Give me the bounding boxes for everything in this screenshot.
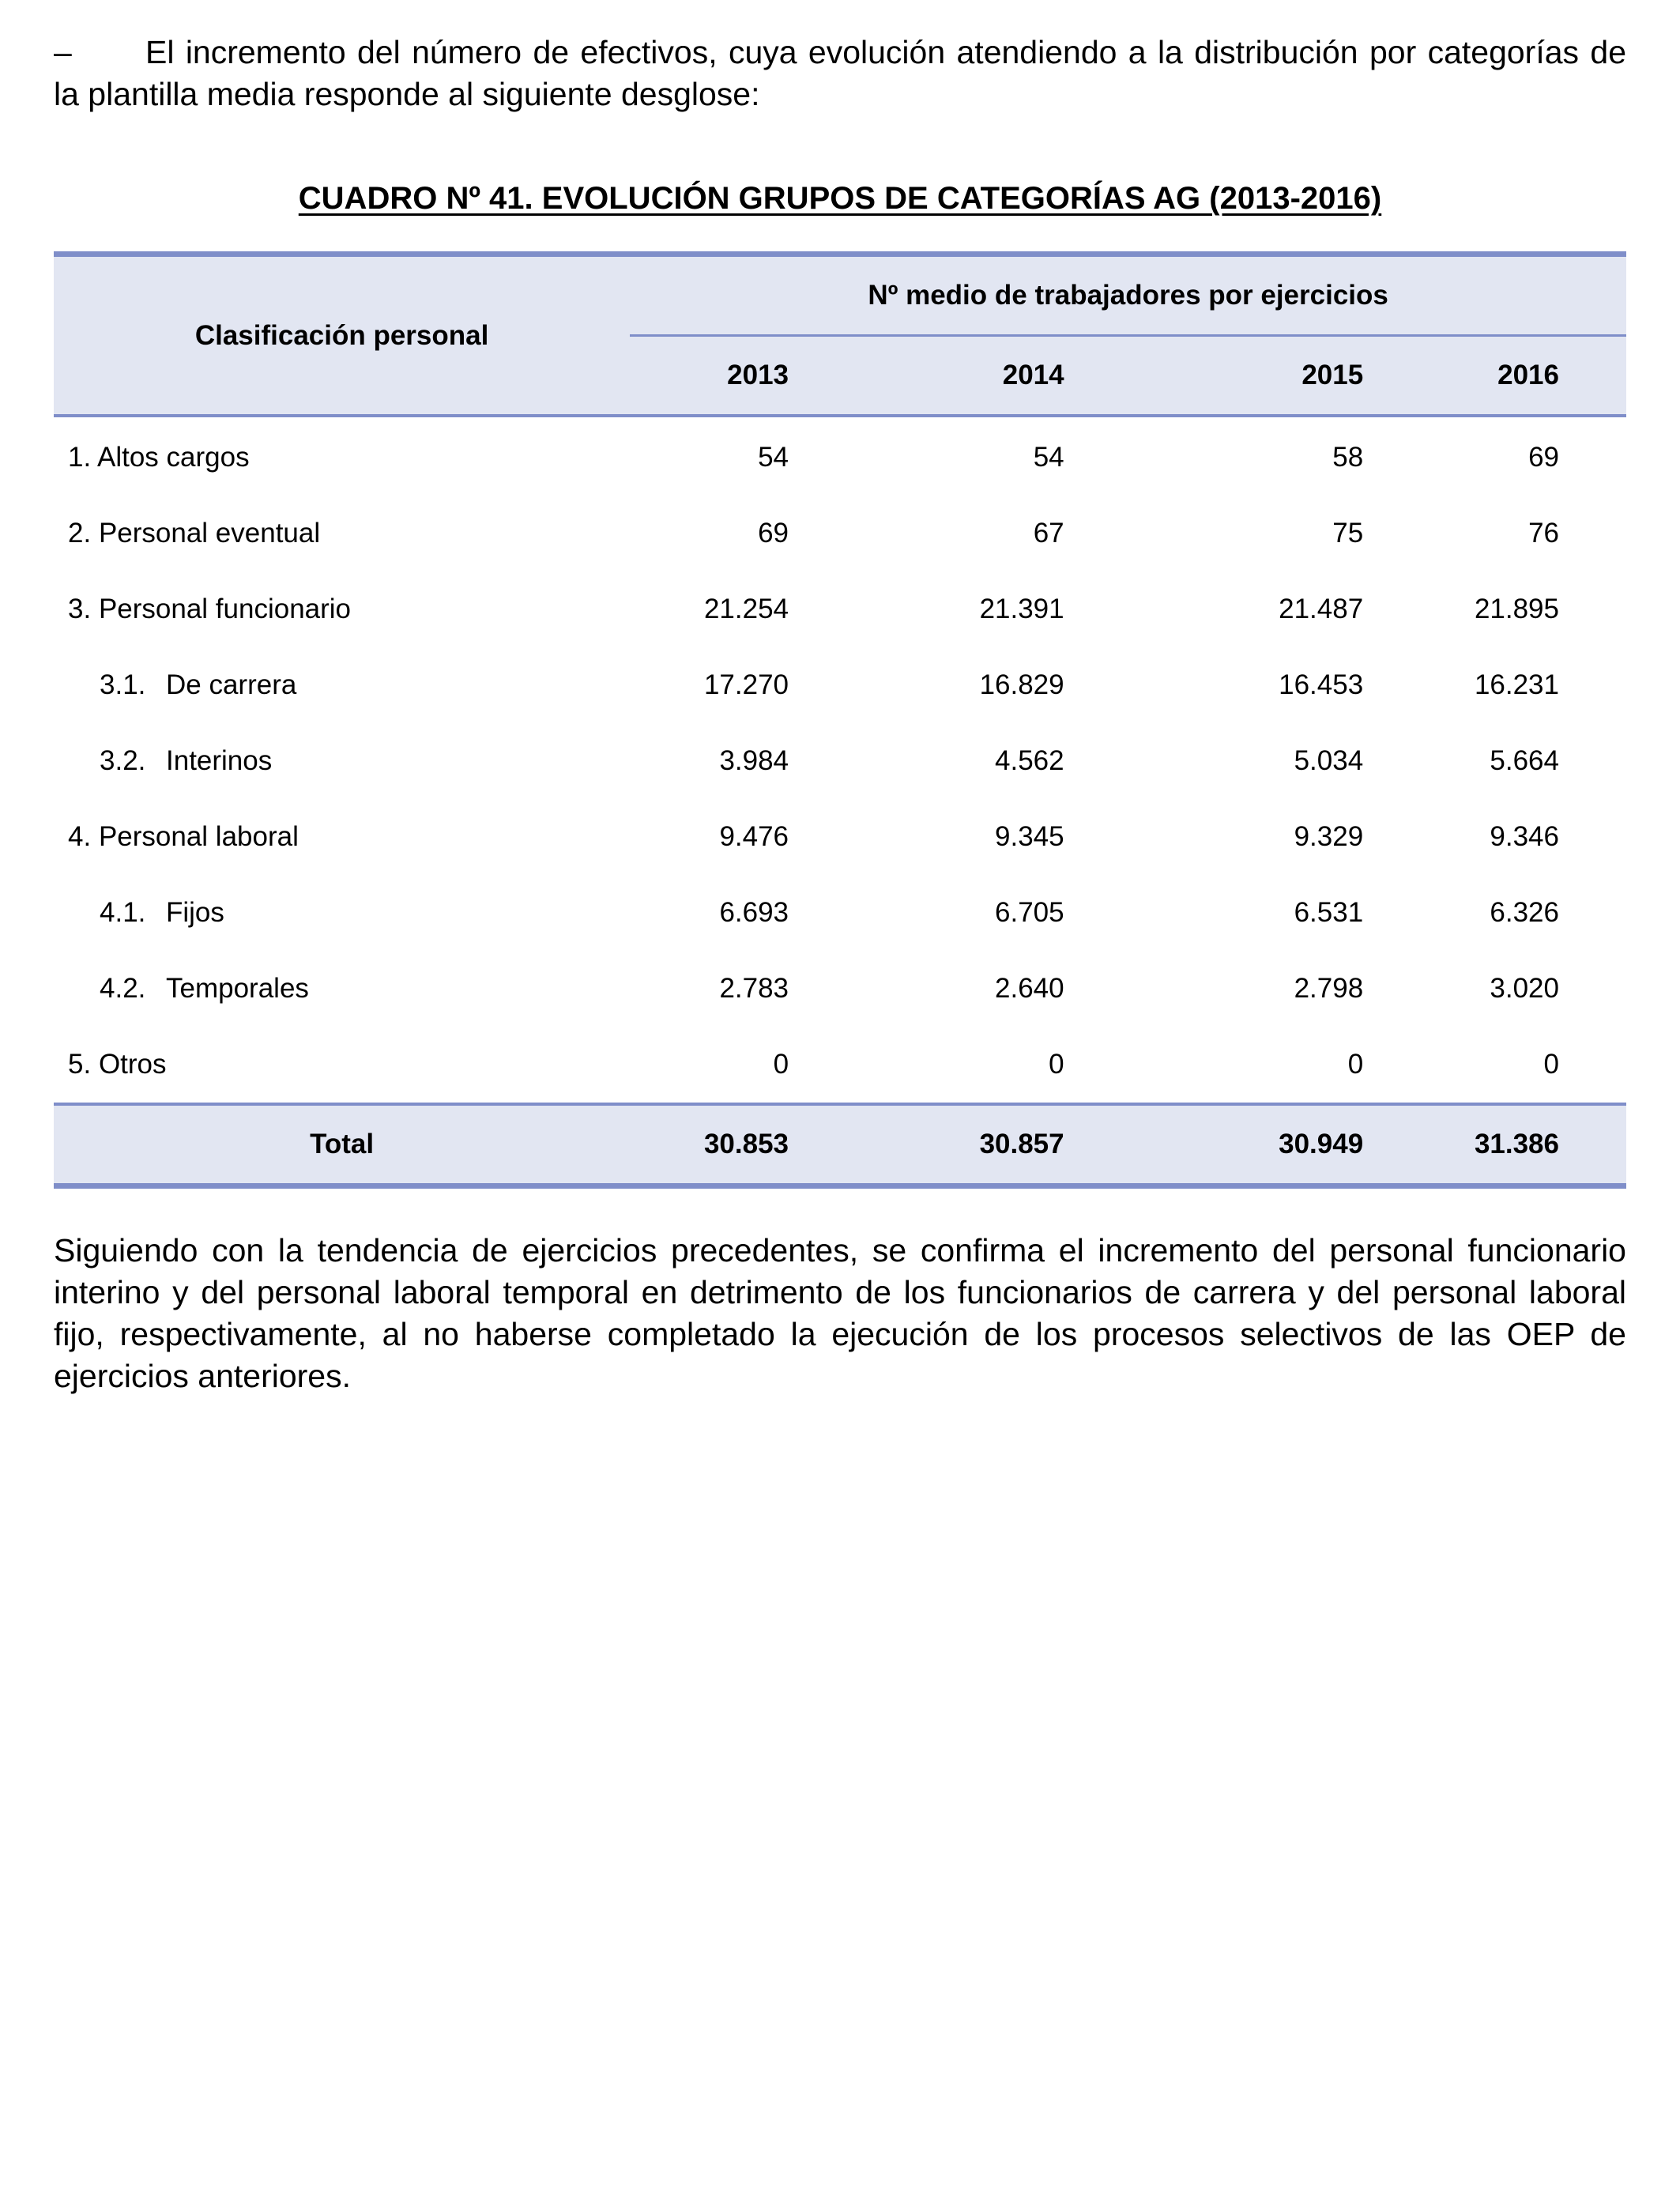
cell-2015: 9.329 (1294, 821, 1364, 852)
cell-2014: 4.562 (995, 745, 1064, 776)
table-row (54, 647, 1626, 723)
year-header-2014: 2014 (790, 336, 1068, 417)
cell-2016: 16.231 (1474, 669, 1559, 700)
cell-2014: 21.391 (979, 594, 1064, 624)
cell-2015: 6.531 (1294, 897, 1364, 928)
row-label (54, 416, 630, 496)
cell-2015: 5.034 (1294, 745, 1364, 776)
row-number: 1. (68, 442, 92, 473)
row-label-text: Personal funcionario (98, 594, 352, 624)
cell-2013: 17.270 (703, 669, 789, 700)
cell-2013: 69 (758, 518, 789, 548)
table-body (54, 416, 1626, 1104)
cell-2013: 21.254 (703, 594, 789, 624)
row-number: 2. (68, 518, 92, 548)
cell-2016: 69 (1528, 442, 1559, 473)
row-label-text: Fijos (166, 897, 224, 928)
cell-2014: 16.829 (979, 669, 1064, 700)
row-label-text: Temporales (166, 973, 309, 1004)
document-page (54, 32, 1626, 1397)
row-label (54, 571, 630, 647)
cell-2015: 16.453 (1279, 669, 1364, 700)
table-row (54, 875, 1626, 951)
year-header-2013: 2013 (630, 336, 790, 417)
cell-2014: 0 (1049, 1049, 1064, 1080)
table-row (54, 571, 1626, 647)
row-number: 5. (68, 1049, 92, 1080)
table-row (54, 496, 1626, 571)
total-2013: 30.853 (630, 1104, 790, 1186)
cell-2014: 2.640 (995, 973, 1064, 1004)
table-row (54, 1027, 1626, 1104)
closing-paragraph: Siguiendo con la tendencia de ejercicios precedentes, se confirma el incremento del personal funcionario interino y del personal laboral temporal en detrimento de los funcionarios de carrera y del personal laboral fijo, respectivamente, al no haberse completado la ejecución de los procesos selectivos de las OEP de ejercicios anteriores. (54, 1232, 1626, 1394)
cell-2013: 9.476 (719, 821, 789, 852)
table-title: CUADRO Nº 41. EVOLUCIÓN GRUPOS DE CATEGORÍAS AG (2013-2016) (298, 181, 1382, 216)
total-label: Total (54, 1104, 630, 1186)
row-label-text: Otros (98, 1049, 167, 1080)
total-2015: 30.949 (1068, 1104, 1369, 1186)
total-2014: 30.857 (790, 1104, 1068, 1186)
cell-2013: 54 (758, 442, 789, 473)
intro-text: El incremento del número de efectivos, cuya evolución atendiendo a la distribución por categorías de la plantilla media responde al siguiente desglose: (54, 34, 1626, 112)
row-label-text: Personal laboral (98, 821, 299, 852)
table-footer (54, 1104, 1626, 1186)
cell-2016: 5.664 (1490, 745, 1559, 776)
total-2016: 31.386 (1368, 1104, 1626, 1186)
cell-2016: 21.895 (1474, 594, 1559, 624)
row-label-text: De carrera (166, 669, 297, 700)
cell-2015: 2.798 (1294, 973, 1364, 1004)
cell-2014: 67 (1033, 518, 1064, 548)
cell-2014: 9.345 (995, 821, 1064, 852)
column-group-header: Nº medio de trabajadores por ejercicios (630, 254, 1626, 336)
row-label-text: Altos cargos (97, 442, 250, 473)
row-number: 4.2. (100, 973, 146, 1004)
cell-2015: 75 (1332, 518, 1364, 548)
year-header-2015: 2015 (1068, 336, 1369, 417)
row-label-text: Interinos (166, 745, 273, 776)
row-label (54, 951, 630, 1027)
cell-2015: 58 (1332, 442, 1364, 473)
row-header-classification: Clasificación personal (54, 254, 630, 417)
row-label (54, 496, 630, 571)
row-label (54, 1027, 630, 1104)
row-label (54, 723, 630, 799)
row-label (54, 875, 630, 951)
table-row (54, 723, 1626, 799)
row-label (54, 799, 630, 875)
table-header (54, 254, 1626, 417)
cell-2016: 0 (1543, 1049, 1559, 1080)
cell-2013: 0 (773, 1049, 789, 1080)
cell-2016: 9.346 (1490, 821, 1559, 852)
year-header-2016: 2016 (1368, 336, 1626, 417)
cell-2016: 3.020 (1490, 973, 1559, 1004)
row-number: 3.1. (100, 669, 146, 700)
cell-2015: 21.487 (1279, 594, 1364, 624)
cell-2016: 76 (1528, 518, 1559, 548)
cell-2013: 2.783 (719, 973, 789, 1004)
table-row (54, 799, 1626, 875)
cell-2015: 0 (1347, 1049, 1364, 1080)
row-number: 4. (68, 821, 92, 852)
cell-2014: 6.705 (995, 897, 1064, 928)
intro-paragraph (54, 32, 1626, 115)
total-row (54, 1104, 1626, 1186)
cell-2014: 54 (1033, 442, 1064, 473)
row-label (54, 647, 630, 723)
row-number: 3.2. (100, 745, 146, 776)
row-label-text: Personal eventual (98, 518, 321, 548)
cell-2013: 6.693 (719, 897, 789, 928)
staff-evolution-table (54, 251, 1626, 1189)
table-row (54, 416, 1626, 496)
cell-2013: 3.984 (719, 745, 789, 776)
cell-2016: 6.326 (1490, 897, 1559, 928)
list-dash: – (54, 34, 72, 70)
row-number: 4.1. (100, 897, 146, 928)
table-row (54, 951, 1626, 1027)
row-number: 3. (68, 594, 92, 624)
